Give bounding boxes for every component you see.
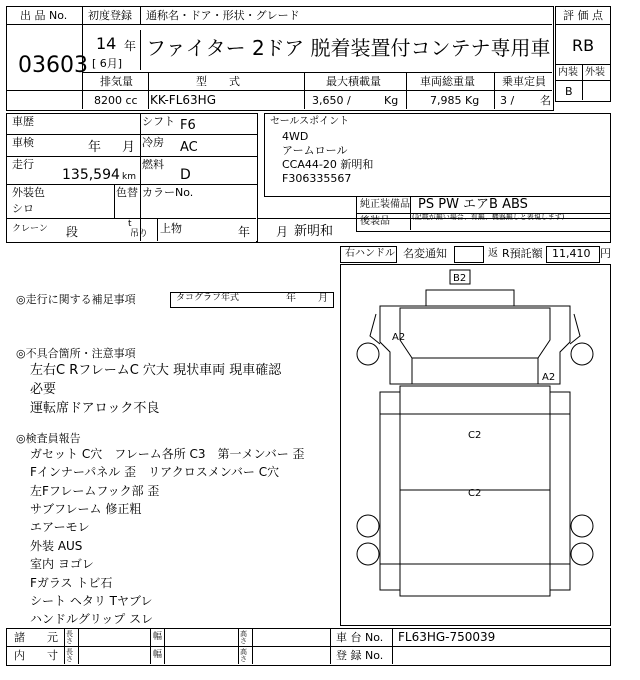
gross-weight-value: 7,985 Kg [430, 94, 480, 107]
fuel-value: D [180, 167, 191, 183]
inspection-month: 月 [122, 140, 136, 155]
damage-mark: B2 [453, 273, 467, 284]
sales-point-line: CCA44-20 新明和 [282, 158, 374, 171]
defect-line: 運転席ドアロック不良 [30, 401, 160, 416]
damage-mark: C2 [468, 430, 482, 441]
inspector-line: 外装 AUS [30, 539, 83, 553]
wheel-rear-right [571, 515, 593, 537]
vehicle-name-label: 通称名・ドア・形状・グレード [146, 9, 300, 22]
wheel-rear2-right [571, 543, 593, 565]
displacement-value: 8200 cc [94, 94, 138, 107]
max-load-unit: Kg [384, 94, 399, 107]
width-label-inner: 幅 [153, 650, 163, 660]
mileage-value: 135,594 [62, 167, 120, 183]
body-month: 月 [276, 225, 289, 239]
capacity-label: 乗車定員 [502, 75, 546, 88]
sales-points-label: セールスポイント [270, 116, 350, 127]
exterior-color-value: シロ [12, 202, 34, 215]
fuel-label: 燃料 [142, 158, 164, 171]
height-label-inner: 高さ [240, 648, 247, 663]
lot-label: 出 品 No. [20, 9, 68, 22]
length-label: 長さ [66, 630, 73, 645]
wheel-rear2-left [357, 543, 379, 565]
defects-label: ◎不具合箇所・注意事項 [16, 347, 136, 360]
specs-row-label: 諸 元 [14, 631, 58, 644]
inspector-line: 室内 ヨゴレ [30, 557, 94, 571]
aftermarket-note: (記載が無い場合、有無、機器無しと表現します) [412, 213, 565, 221]
model-value: KK-FL63HG [150, 93, 216, 107]
lot-number: 03603 [18, 53, 88, 78]
max-load-label: 最大積載量 [326, 75, 381, 88]
chassis-label: 車 台 No. [336, 631, 384, 644]
interior-rating: B [565, 85, 573, 98]
inspector-line: エアーモレ [30, 520, 90, 534]
recycle-unit: 円 [600, 247, 611, 260]
body-right-panel [550, 392, 570, 590]
recycle-amount: 11,410 [552, 247, 591, 260]
body-maker: 新明和 [294, 224, 334, 239]
shift-value: F6 [180, 118, 196, 133]
truck-damage-diagram [340, 264, 610, 624]
crane-lift: 吊り [130, 229, 149, 239]
vehicle-name: ファイター 2ドア 脱着装置付コンテナ専用車 [146, 36, 551, 60]
first-reg-label: 初度登録 [88, 9, 132, 22]
max-load-value: 3,650 / [312, 94, 351, 107]
mirror-left [370, 314, 380, 344]
standard-equipment-label: 純正装備品 [360, 199, 410, 210]
damage-mark: A2 [392, 332, 406, 343]
cab-lower-outline [412, 358, 538, 384]
cab-roof-outline [426, 290, 514, 306]
body-label: 上物 [160, 222, 182, 235]
steering-badge: 右ハンドル [345, 248, 395, 259]
reg-year-unit: 年 [124, 39, 137, 53]
exterior-color-label: 外装色 [12, 186, 45, 199]
inspector-report-label: ◎検査員報告 [16, 432, 81, 445]
mileage-unit: km [122, 172, 136, 182]
recycle-label: R預託額 [502, 247, 543, 260]
sales-point-line: 4WD [282, 130, 309, 143]
exterior-label: 外装 [585, 67, 605, 78]
mileage-label: 走行 [12, 158, 34, 171]
inspector-line: 左Fフレームフック部 歪 [30, 484, 160, 498]
rating-value: RB [572, 36, 595, 55]
inner-dim-row-label: 内 寸 [14, 649, 58, 662]
tacho-month: 月 [318, 293, 328, 304]
ac-label: 冷房 [142, 136, 164, 149]
tacho-year: 年 [286, 293, 296, 304]
name-change-label: 名変通知 [403, 247, 447, 260]
sales-point-line: アームロール [282, 144, 348, 157]
supplement-label: ◎走行に関する補足事項 [16, 293, 136, 306]
gross-weight-label: 車両総重量 [420, 75, 475, 88]
model-label: 型 式 [196, 75, 240, 88]
crane-label: クレーン [12, 224, 48, 234]
sales-point-line: F306335567 [282, 172, 352, 185]
reg-month: [ 6月] [92, 57, 123, 70]
capacity-value: 3 / [500, 94, 515, 107]
inspection-year: 年 [88, 140, 102, 155]
inspector-line: ハンドルグリップ スレ [30, 612, 154, 626]
height-label: 高さ [240, 630, 247, 645]
crane-step: 段 [66, 225, 79, 239]
inspector-line: Fインナーパネル 歪 リアクロスメンバー C穴 [30, 465, 280, 479]
inspection-label: 車検 [12, 136, 34, 149]
ac-value: AC [180, 140, 198, 155]
rating-label: 評 価 点 [563, 9, 603, 22]
windshield-outline [400, 308, 550, 358]
body-left-panel [380, 392, 400, 590]
registration-label: 登 録 No. [336, 649, 384, 662]
inspector-line: Fガラス トビ石 [30, 576, 113, 590]
interior-label: 内装 [558, 67, 578, 78]
wheel-front-left [357, 343, 379, 365]
mirror-right [570, 314, 580, 344]
defect-line: 左右C RフレームC 穴大 現状車両 現車確認 [30, 363, 282, 378]
inspector-line: シート ヘタリ Tヤブレ [30, 594, 153, 608]
crane-ton: t [128, 219, 132, 229]
tacho-label: タコグラフ年式 [176, 293, 240, 303]
shift-label: シフト [142, 115, 175, 128]
history-label: 車歴 [12, 115, 34, 128]
color-change-label: 色替 [116, 186, 138, 199]
length-label-inner: 長さ [66, 648, 73, 663]
body-year: 年 [238, 225, 251, 239]
refund-label: 返 [488, 248, 498, 259]
damage-mark: C2 [468, 488, 482, 499]
inspector-line: サブフレーム 修正粗 [30, 502, 142, 516]
damage-mark: A2 [542, 372, 556, 383]
chassis-number: FL63HG-750039 [398, 630, 496, 644]
color-code-label: カラーNo. [142, 186, 194, 199]
displacement-label: 排気量 [100, 75, 133, 88]
width-label: 幅 [153, 632, 163, 642]
capacity-unit: 名 [540, 94, 551, 107]
inspector-line: ガセット C穴 フレーム各所 C3 第一メンバー 歪 [30, 447, 305, 461]
aftermarket-label: 後装品 [360, 216, 390, 227]
wheel-front-right [571, 343, 593, 365]
wheel-rear-left [357, 515, 379, 537]
defect-line: 必要 [30, 382, 57, 397]
reg-year: 14 [96, 34, 117, 53]
standard-equipment-value: PS PW エアB ABS [418, 197, 528, 212]
